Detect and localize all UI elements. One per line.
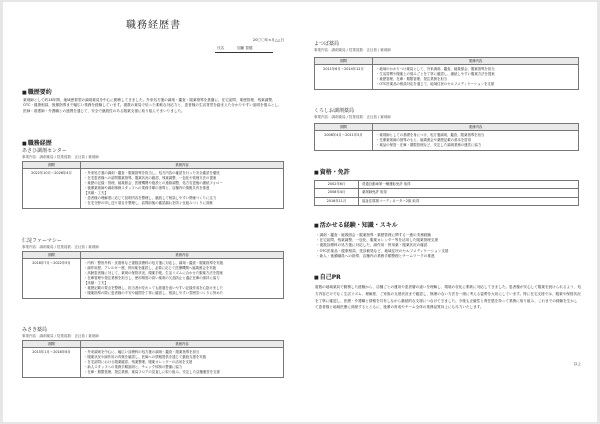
- period-header: 期間: [315, 58, 373, 65]
- career-table: [314, 123, 579, 151]
- company-meta: 事業内容：調剤薬局 / 従業員数：正社員 / 薬剤師: [22, 334, 99, 338]
- duty-line: ・薬剤師としての基礎を身につけ、処方箋調剤、鑑査、服薬指導を担当: [376, 133, 485, 137]
- career-period: 2015年1月〜2018年6月: [23, 348, 81, 378]
- duty-line: ・在庫・期限管理、発注業務、薬局フロアの見直しに取り組み、安定した店舗運営を支援: [84, 370, 220, 374]
- skills-list: [316, 233, 449, 259]
- achievement-heading: 【実績・工夫】: [84, 191, 108, 195]
- period-header: 期間: [23, 252, 81, 259]
- company-meta: 事業内容：調剤薬局 / 従業員数：正社員 / 薬剤師: [314, 115, 391, 119]
- duty-line: ・薬品の保管・在庫・期限管理など、安定した調剤業務の運営に協力: [376, 143, 482, 147]
- duty-line: ・薬歴の記録・管理、疑義照会、医療機関や施設との連絡調整、処方変更後の継続フォロー: [84, 181, 223, 185]
- qualification-date: 2016年11月: [315, 197, 359, 205]
- qualifications-table: [314, 180, 579, 206]
- company-meta: 事業内容：調剤薬局 / 従業員数：正社員 / 薬剤師: [314, 48, 391, 52]
- qualification-name: 普通自動車第一種運転免許 取得: [359, 181, 579, 189]
- career-table: [22, 251, 284, 299]
- duty-line: ・地域のかかりつけ薬局として、外来調剤、鑑査、疑義照会、服薬指導を担当: [376, 67, 495, 71]
- content-header: 業務内容: [81, 162, 284, 169]
- qualification-row: [315, 189, 579, 197]
- career-content: [373, 65, 579, 90]
- qualification-name: 薬剤師免許 取得: [359, 189, 579, 197]
- career-content: [373, 131, 579, 151]
- duty-line: ・生活習慣や服薬上の悩みごとを丁寧に確認し、継続しやすい服薬方法を提案: [376, 72, 495, 76]
- resume-page-1: [3, 2, 300, 422]
- qualification-row: [315, 197, 579, 205]
- duty-line: ・在宅分野の申し送り項目を整理し、訪問前後の確認漏れを防ぐ仕組みづくりに貢献: [84, 201, 213, 205]
- career-period: 2018年7月〜2022年9月: [23, 259, 81, 299]
- company-meta: 事業内容：調剤薬局 / 従業員数：正社員 / 薬剤師: [22, 155, 99, 159]
- career-table: [22, 161, 284, 209]
- content-header: 業務内容: [81, 341, 284, 348]
- content-header: 業務内容: [81, 252, 284, 259]
- company-name: よつば薬局: [314, 41, 340, 47]
- applicant-name: 加藤 智德: [237, 46, 253, 50]
- qualification-date: 2002年6月: [315, 181, 359, 189]
- skill-item: ・調剤・鑑査・疑義照会・服薬指導・薬歴管理に関する一連の実務経験: [316, 233, 431, 237]
- duty-line: ・先輩薬剤師の指導のもと、疑義照会や薬歴記載の基本を習得: [376, 138, 471, 142]
- career-table: [314, 57, 579, 90]
- skill-item: ・OTC医薬品・健康相談、受診勧奨など、地域住民のセルフメディケーション支援: [316, 248, 449, 253]
- self-pr-text: 複数の地域薬局で勤務した経験から、店舗ごとの運用や患者層の違いを理解し、環境の変化に柔軟に対応してきました。患者様が安心して服薬を続けられるよう、処方内容だけでなく生活リズム、理解度、ご家族の支援状況まで確認し、無理のない方法を一緒に考える姿勢を大切にしています。特に在宅支援では、服薬や保管状況を丁寧に確認し、医療・介護職と情報を共有しながら継続的な支援につなげてきました。今後も正確性と責任感を持って業務に取り組み、これまでの経験を生かして患者様と地域医療に貢献するとともに、後輩の育成やチーム全体の業務品質向上にも尽力いたします。: [315, 285, 581, 310]
- career-content: [81, 348, 284, 378]
- summary-heading: ■ 職歴要約: [22, 89, 52, 97]
- company-name: 仁淀ファーマシー: [22, 238, 62, 244]
- career-content: [81, 169, 284, 209]
- document-date: 20〇〇年×月△△日: [252, 38, 284, 42]
- company-name: みさき薬局: [22, 327, 48, 333]
- duty-line: ・在宅訪問における服薬確認、残薬整理、服薬カレンダーの活用を支援: [84, 360, 193, 364]
- resume-page-2: [300, 2, 597, 422]
- qualifications-heading: ■ 資格・免許: [314, 169, 350, 177]
- duty-line: ・副作用歴、アレルギー歴、併用薬を確認し、必要に応じて医療機関へ疑義照会を実施: [84, 266, 217, 270]
- duty-line: ・薬歴管理、在庫・期限管理、発注業務を担当: [376, 77, 448, 81]
- period-header: 期間: [23, 162, 81, 169]
- career-period: 2022年10月〜2026年4月: [23, 169, 81, 209]
- duty-line: ・服薬状況や副作用の有無を確認し、医師への情報提供を通じて継続支援を実施: [84, 355, 207, 359]
- duty-line: ・外来処方箋の調剤・鑑査・服薬指導を担当し、処方内容の確認を行った安全確認を徹底: [84, 171, 220, 175]
- career-table: [22, 340, 284, 378]
- name-label: 氏名: [217, 46, 225, 50]
- skill-item: ・複数診療科の処方箋に対応した、副作用・併用薬・服薬状況の確認: [316, 243, 428, 248]
- summary-text: 薬剤師として約18年間、地域密着型の調剤薬局を中心に勤務してきました。外来処方箋の調剤・鑑査・服薬指導を基盤に、在宅訪問、薬歴管理、残薬調整、OTC・健康相談、後輩指導まで幅広い業務を経験しています。複数の薬局で培った柔軟な対応力と、患者様の生活背景を踏まえた分かりやすい説明を強みとし、医師・看護師・介護職との連携を通じて、安全で継続性のある服薬支援に取り組んでまいりました。: [23, 98, 282, 113]
- duty-line: ・内科・整形外科・皮膚科など複数診療科の処方箋に対応し、調剤・鑑査・服薬指導を実施: [84, 261, 224, 265]
- career-heading: ■ 職務経歴: [22, 140, 52, 148]
- skills-heading: ■ 活かせる経験・知識・スキル: [314, 222, 398, 230]
- career-period: 2011年6月〜2014年12月: [315, 65, 373, 90]
- duty-line: ・服薬指導の際に患者様の不安や疑問を丁寧に確認し、相談しやすい雰囲気づくりに努めた: [84, 291, 224, 295]
- content-header: 業務内容: [373, 124, 579, 131]
- duty-line: ・OTC医薬品の相談対応を通じて、地域住民のセルフメディケーションを支援: [376, 82, 495, 86]
- document-title: 職務経歴書: [126, 20, 181, 31]
- company-name: あさひ調剤センター: [22, 148, 67, 154]
- duty-line: ・在宅患者様への訪問服薬指導、服薬状況の確認、残薬調整、一包化や管理方法の提案: [84, 176, 217, 180]
- career-content: [81, 259, 284, 299]
- duty-line: ・新人スタッフへの業務手順説明と、チェック体制の整備に協力: [84, 365, 183, 369]
- duty-line: ・薬歴記載の要点を整理し、担当者が変わっても経過を追いやすい記録作成を心掛けました: [84, 286, 223, 290]
- duty-line: ・後輩薬剤師や調剤事務スタッフへの業務手順の指導と、店舗内の情報共有を推進: [84, 186, 210, 190]
- company-meta: 事業内容：調剤薬局 / 従業員数：正社員 / 薬剤師: [22, 245, 99, 249]
- qualification-row: [315, 181, 579, 189]
- skill-item: ・在宅訪問、残薬調整、一包化、服薬カレンダー等を活用した服薬管理支援: [316, 238, 438, 243]
- period-header: 期間: [23, 341, 81, 348]
- achievement-heading: 【実績・工夫】: [84, 281, 108, 285]
- skill-item: ・新人・後輩職員への指導、店舗内の業務手順整理とチームワークの推進: [316, 253, 435, 258]
- name-underline: [215, 52, 273, 53]
- closing-mark: 以上: [573, 362, 581, 366]
- duty-line: ・外来調剤を中心に、幅広い診療科の処方箋の調剤・鑑査・服薬指導を担当: [84, 350, 200, 354]
- self-pr-heading: ■ 自己PR: [314, 274, 341, 282]
- content-header: 業務内容: [373, 58, 579, 65]
- duty-line: ・高齢患者様に対して、薬剤の保管状況、服薬手帳、生活リズムに合わせた服薬方法を提案: [84, 271, 223, 275]
- duty-line: ・在庫管理や発注業務を担当し、使用頻度の高い薬剤の欠品防止と適正在庫の維持に協力: [84, 276, 220, 280]
- qualification-name: 福祉住環境コーディネーター2級 取得: [359, 197, 579, 205]
- career-period: 2008年4月〜2011年5月: [315, 131, 373, 151]
- company-name: くろしお調剤薬局: [314, 108, 355, 114]
- period-header: 期間: [315, 124, 373, 131]
- qualification-date: 2008年4月: [315, 189, 359, 197]
- duty-line: ・患者様の理解度に応じて説明内容を整理し、継続して相談しやすい関係づくりに注力: [84, 196, 217, 200]
